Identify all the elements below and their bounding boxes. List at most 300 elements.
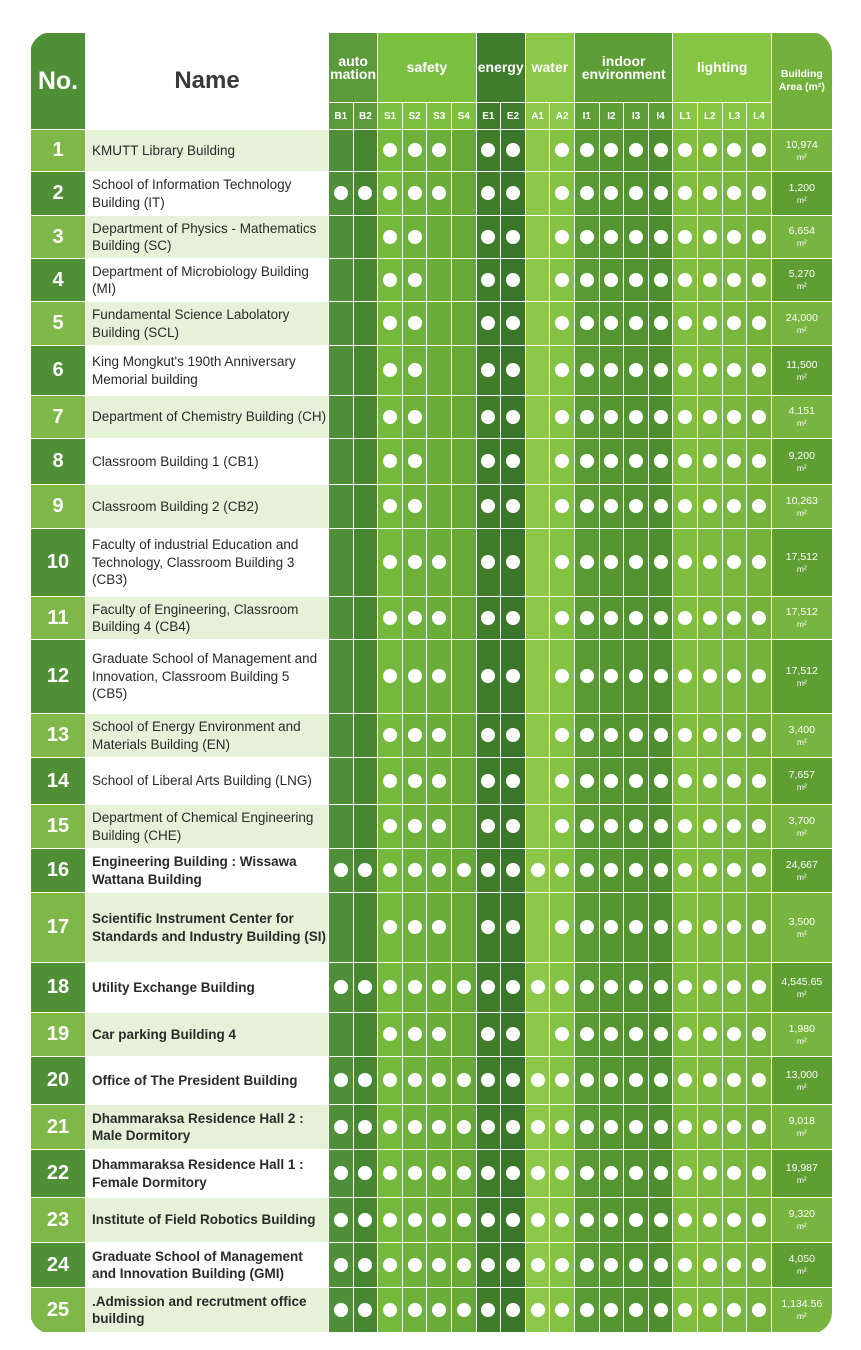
criteria-dot-icon xyxy=(752,363,766,377)
criteria-cell-i3 xyxy=(624,805,649,849)
criteria-cell-e1 xyxy=(476,893,501,963)
criteria-cell-l1 xyxy=(673,1013,698,1057)
criteria-cell-l1 xyxy=(673,485,698,529)
criteria-cell-s4 xyxy=(451,259,476,302)
criteria-cell-s1 xyxy=(378,1243,403,1288)
criteria-dot-icon xyxy=(481,186,495,200)
criteria-cell-s4 xyxy=(451,1057,476,1105)
group-header-energy: energy xyxy=(476,33,525,103)
building-area xyxy=(771,1288,832,1333)
criteria-cell-l3 xyxy=(722,1150,747,1198)
area-unit: m² xyxy=(796,324,807,335)
criteria-cell-b1 xyxy=(329,529,354,597)
criteria-cell-i4 xyxy=(648,346,673,396)
criteria-dot-icon xyxy=(506,819,520,833)
criteria-dot-icon xyxy=(408,980,422,994)
criteria-cell-l3 xyxy=(722,1105,747,1150)
criteria-cell-i4 xyxy=(648,758,673,805)
table-row xyxy=(31,1105,833,1150)
criteria-cell-l2 xyxy=(697,1150,722,1198)
criteria-dot-icon xyxy=(481,611,495,625)
criteria-cell-a2 xyxy=(550,439,575,485)
criteria-cell-a1 xyxy=(525,302,550,346)
criteria-cell-a2 xyxy=(550,1105,575,1150)
column-header-l3: L3 xyxy=(722,103,747,130)
criteria-cell-s4 xyxy=(451,529,476,597)
criteria-cell-l3 xyxy=(722,1198,747,1243)
criteria-cell-l2 xyxy=(697,714,722,758)
group-header-safety: safety xyxy=(378,33,476,103)
area-value: 4,050 xyxy=(788,1253,815,1265)
criteria-dot-icon xyxy=(481,143,495,157)
criteria-cell-s4 xyxy=(451,805,476,849)
criteria-dot-icon xyxy=(629,1258,643,1272)
criteria-dot-icon xyxy=(555,728,569,742)
criteria-dot-icon xyxy=(506,1213,520,1227)
criteria-dot-icon xyxy=(481,669,495,683)
criteria-dot-icon xyxy=(703,1120,717,1134)
criteria-dot-icon xyxy=(555,454,569,468)
area-value: 9,320 xyxy=(788,1208,815,1220)
criteria-dot-icon xyxy=(727,920,741,934)
criteria-dot-icon xyxy=(408,1258,422,1272)
criteria-dot-icon xyxy=(555,819,569,833)
criteria-cell-b1 xyxy=(329,172,354,216)
criteria-dot-icon xyxy=(358,1073,372,1087)
criteria-dot-icon xyxy=(408,669,422,683)
criteria-cell-l4 xyxy=(747,172,772,216)
building-name: Office of The President Building xyxy=(86,1057,329,1105)
criteria-dot-icon xyxy=(678,143,692,157)
criteria-cell-b2 xyxy=(353,1150,378,1198)
criteria-dot-icon xyxy=(752,143,766,157)
criteria-cell-a2 xyxy=(550,758,575,805)
criteria-dot-icon xyxy=(678,1073,692,1087)
criteria-cell-l4 xyxy=(747,216,772,259)
criteria-cell-s4 xyxy=(451,1150,476,1198)
criteria-cell-b1 xyxy=(329,758,354,805)
criteria-dot-icon xyxy=(604,1213,618,1227)
criteria-dot-icon xyxy=(604,1027,618,1041)
criteria-cell-s3 xyxy=(427,963,452,1013)
criteria-dot-icon xyxy=(408,454,422,468)
criteria-cell-i4 xyxy=(648,216,673,259)
area-value: 13,000 xyxy=(785,1068,818,1081)
criteria-cell-l3 xyxy=(722,439,747,485)
criteria-cell-i1 xyxy=(575,805,600,849)
criteria-cell-e1 xyxy=(476,805,501,849)
criteria-dot-icon xyxy=(408,1166,422,1180)
criteria-cell-i3 xyxy=(624,302,649,346)
area-value: 24,667 xyxy=(785,858,818,871)
criteria-dot-icon xyxy=(383,363,397,377)
criteria-cell-i2 xyxy=(599,849,624,893)
criteria-cell-s2 xyxy=(402,963,427,1013)
row-number: 3 xyxy=(31,216,86,259)
criteria-dot-icon xyxy=(629,1027,643,1041)
criteria-cell-i1 xyxy=(575,302,600,346)
criteria-cell-i2 xyxy=(599,302,624,346)
criteria-dot-icon xyxy=(727,143,741,157)
criteria-cell-e1 xyxy=(476,130,501,172)
table-row xyxy=(31,1288,833,1333)
criteria-cell-e1 xyxy=(476,439,501,485)
criteria-dot-icon xyxy=(703,454,717,468)
criteria-cell-e1 xyxy=(476,1057,501,1105)
criteria-dot-icon xyxy=(383,273,397,287)
criteria-dot-icon xyxy=(481,1303,495,1317)
criteria-cell-s4 xyxy=(451,396,476,439)
criteria-dot-icon xyxy=(629,316,643,330)
building-name: Faculty of industrial Education and Technology, Classroom Building 3 (CB3) xyxy=(86,529,329,597)
criteria-dot-icon xyxy=(727,774,741,788)
criteria-dot-icon xyxy=(555,499,569,513)
criteria-cell-b2 xyxy=(353,216,378,259)
criteria-dot-icon xyxy=(432,555,446,569)
row-number: 25 xyxy=(31,1288,86,1333)
criteria-cell-i1 xyxy=(575,529,600,597)
criteria-cell-i3 xyxy=(624,893,649,963)
criteria-cell-l2 xyxy=(697,597,722,640)
area-value: 3,400 xyxy=(788,723,815,736)
criteria-cell-s4 xyxy=(451,1288,476,1333)
criteria-cell-b1 xyxy=(329,216,354,259)
criteria-dot-icon xyxy=(654,454,668,468)
criteria-dot-icon xyxy=(604,363,618,377)
criteria-cell-l1 xyxy=(673,396,698,439)
criteria-cell-a2 xyxy=(550,1243,575,1288)
building-area xyxy=(771,216,832,259)
criteria-dot-icon xyxy=(358,1258,372,1272)
criteria-cell-e1 xyxy=(476,758,501,805)
criteria-cell-b1 xyxy=(329,640,354,714)
criteria-cell-s3 xyxy=(427,130,452,172)
criteria-cell-s2 xyxy=(402,1105,427,1150)
criteria-cell-a2 xyxy=(550,216,575,259)
criteria-dot-icon xyxy=(481,920,495,934)
criteria-cell-i4 xyxy=(648,130,673,172)
building-area xyxy=(771,130,832,172)
criteria-cell-l4 xyxy=(747,963,772,1013)
criteria-cell-s2 xyxy=(402,172,427,216)
area-value: 1,980 xyxy=(788,1022,815,1035)
criteria-dot-icon xyxy=(555,555,569,569)
criteria-dot-icon xyxy=(580,230,594,244)
criteria-cell-i3 xyxy=(624,216,649,259)
criteria-cell-e2 xyxy=(501,640,526,714)
criteria-dot-icon xyxy=(580,774,594,788)
criteria-dot-icon xyxy=(408,410,422,424)
criteria-cell-i4 xyxy=(648,529,673,597)
criteria-cell-i3 xyxy=(624,346,649,396)
criteria-dot-icon xyxy=(555,1027,569,1041)
criteria-cell-a1 xyxy=(525,597,550,640)
criteria-dot-icon xyxy=(408,728,422,742)
criteria-cell-l1 xyxy=(673,1198,698,1243)
criteria-dot-icon xyxy=(506,1027,520,1041)
criteria-cell-i4 xyxy=(648,597,673,640)
criteria-dot-icon xyxy=(457,1166,471,1180)
row-number: 22 xyxy=(31,1150,86,1198)
criteria-dot-icon xyxy=(629,273,643,287)
criteria-dot-icon xyxy=(481,230,495,244)
criteria-cell-b1 xyxy=(329,1243,354,1288)
building-name: Utility Exchange Building xyxy=(86,963,329,1013)
criteria-dot-icon xyxy=(580,863,594,877)
column-header-e2: E2 xyxy=(501,103,526,130)
criteria-dot-icon xyxy=(654,920,668,934)
criteria-dot-icon xyxy=(604,728,618,742)
criteria-dot-icon xyxy=(703,273,717,287)
criteria-dot-icon xyxy=(531,1213,545,1227)
criteria-dot-icon xyxy=(629,920,643,934)
criteria-cell-i4 xyxy=(648,302,673,346)
criteria-dot-icon xyxy=(506,143,520,157)
criteria-cell-e2 xyxy=(501,529,526,597)
criteria-cell-s3 xyxy=(427,485,452,529)
criteria-cell-b1 xyxy=(329,1198,354,1243)
criteria-dot-icon xyxy=(752,1027,766,1041)
criteria-dot-icon xyxy=(703,774,717,788)
criteria-dot-icon xyxy=(383,669,397,683)
criteria-cell-s3 xyxy=(427,1288,452,1333)
criteria-cell-i3 xyxy=(624,1150,649,1198)
criteria-dot-icon xyxy=(383,1166,397,1180)
criteria-dot-icon xyxy=(580,143,594,157)
criteria-cell-b1 xyxy=(329,714,354,758)
criteria-dot-icon xyxy=(703,410,717,424)
criteria-cell-b2 xyxy=(353,1057,378,1105)
criteria-cell-i3 xyxy=(624,1198,649,1243)
criteria-cell-b1 xyxy=(329,259,354,302)
criteria-cell-a1 xyxy=(525,893,550,963)
criteria-cell-s2 xyxy=(402,805,427,849)
criteria-dot-icon xyxy=(555,186,569,200)
criteria-cell-e2 xyxy=(501,216,526,259)
criteria-cell-i3 xyxy=(624,1013,649,1057)
criteria-cell-i2 xyxy=(599,439,624,485)
criteria-cell-e1 xyxy=(476,302,501,346)
criteria-dot-icon xyxy=(752,774,766,788)
criteria-dot-icon xyxy=(604,1258,618,1272)
criteria-cell-l2 xyxy=(697,216,722,259)
criteria-cell-b1 xyxy=(329,597,354,640)
criteria-dot-icon xyxy=(506,273,520,287)
criteria-dot-icon xyxy=(678,669,692,683)
area-value: 1,200 xyxy=(788,181,815,194)
criteria-dot-icon xyxy=(654,774,668,788)
row-number: 13 xyxy=(31,714,86,758)
criteria-dot-icon xyxy=(752,186,766,200)
row-number: 23 xyxy=(31,1198,86,1243)
criteria-dot-icon xyxy=(383,1027,397,1041)
criteria-cell-b2 xyxy=(353,1243,378,1288)
criteria-cell-i3 xyxy=(624,485,649,529)
criteria-dot-icon xyxy=(752,920,766,934)
criteria-dot-icon xyxy=(506,1303,520,1317)
criteria-dot-icon xyxy=(457,1303,471,1317)
row-number: 24 xyxy=(31,1243,86,1288)
criteria-dot-icon xyxy=(654,1027,668,1041)
criteria-dot-icon xyxy=(580,316,594,330)
criteria-cell-i2 xyxy=(599,216,624,259)
criteria-dot-icon xyxy=(481,1166,495,1180)
criteria-dot-icon xyxy=(703,316,717,330)
criteria-cell-e1 xyxy=(476,963,501,1013)
criteria-dot-icon xyxy=(383,555,397,569)
criteria-cell-i2 xyxy=(599,172,624,216)
criteria-cell-e1 xyxy=(476,485,501,529)
criteria-dot-icon xyxy=(555,230,569,244)
criteria-cell-l1 xyxy=(673,963,698,1013)
building-area xyxy=(771,396,832,439)
criteria-dot-icon xyxy=(432,728,446,742)
criteria-dot-icon xyxy=(383,774,397,788)
criteria-cell-l3 xyxy=(722,1288,747,1333)
criteria-dot-icon xyxy=(506,363,520,377)
criteria-dot-icon xyxy=(752,669,766,683)
criteria-dot-icon xyxy=(432,1120,446,1134)
criteria-dot-icon xyxy=(703,1166,717,1180)
criteria-dot-icon xyxy=(580,611,594,625)
criteria-dot-icon xyxy=(457,980,471,994)
name-header: Name xyxy=(86,33,329,130)
criteria-cell-b1 xyxy=(329,439,354,485)
criteria-dot-icon xyxy=(481,1258,495,1272)
criteria-cell-e2 xyxy=(501,1105,526,1150)
criteria-cell-i1 xyxy=(575,216,600,259)
criteria-dot-icon xyxy=(531,1073,545,1087)
criteria-dot-icon xyxy=(703,143,717,157)
criteria-cell-l3 xyxy=(722,758,747,805)
criteria-cell-s1 xyxy=(378,485,403,529)
row-number: 7 xyxy=(31,396,86,439)
criteria-dot-icon xyxy=(531,980,545,994)
criteria-dot-icon xyxy=(703,186,717,200)
criteria-cell-l3 xyxy=(722,805,747,849)
criteria-dot-icon xyxy=(334,1073,348,1087)
criteria-dot-icon xyxy=(334,1303,348,1317)
area-value: 17,512 xyxy=(785,550,818,563)
criteria-cell-s4 xyxy=(451,216,476,259)
criteria-dot-icon xyxy=(481,1073,495,1087)
criteria-cell-i1 xyxy=(575,849,600,893)
criteria-dot-icon xyxy=(678,186,692,200)
row-number: 21 xyxy=(31,1105,86,1150)
criteria-dot-icon xyxy=(432,1027,446,1041)
criteria-cell-l2 xyxy=(697,1013,722,1057)
criteria-dot-icon xyxy=(703,363,717,377)
criteria-cell-i4 xyxy=(648,714,673,758)
area-unit: m² xyxy=(796,871,807,882)
area-value: 3,500 xyxy=(788,915,815,928)
criteria-cell-e2 xyxy=(501,346,526,396)
criteria-dot-icon xyxy=(531,1258,545,1272)
criteria-dot-icon xyxy=(383,1303,397,1317)
criteria-cell-l1 xyxy=(673,597,698,640)
criteria-cell-l3 xyxy=(722,346,747,396)
criteria-dot-icon xyxy=(752,273,766,287)
area-unit: m² xyxy=(796,619,807,629)
criteria-cell-l3 xyxy=(722,1013,747,1057)
criteria-cell-e1 xyxy=(476,1105,501,1150)
criteria-dot-icon xyxy=(334,863,348,877)
table-row xyxy=(31,130,833,172)
criteria-dot-icon xyxy=(727,1027,741,1041)
criteria-cell-i4 xyxy=(648,1198,673,1243)
criteria-cell-l2 xyxy=(697,485,722,529)
criteria-dot-icon xyxy=(481,363,495,377)
criteria-dot-icon xyxy=(408,143,422,157)
criteria-cell-e1 xyxy=(476,396,501,439)
criteria-cell-l1 xyxy=(673,640,698,714)
row-number: 1 xyxy=(31,130,86,172)
criteria-dot-icon xyxy=(604,1166,618,1180)
criteria-cell-a1 xyxy=(525,439,550,485)
row-number: 18 xyxy=(31,963,86,1013)
criteria-dot-icon xyxy=(432,1166,446,1180)
criteria-cell-s2 xyxy=(402,1013,427,1057)
table-row xyxy=(31,805,833,849)
group-header-water: water xyxy=(525,33,574,103)
criteria-cell-s2 xyxy=(402,1057,427,1105)
criteria-dot-icon xyxy=(727,1303,741,1317)
criteria-cell-e1 xyxy=(476,172,501,216)
criteria-cell-l4 xyxy=(747,714,772,758)
criteria-dot-icon xyxy=(629,410,643,424)
criteria-dot-icon xyxy=(678,454,692,468)
building-name: Graduate School of Management and Innovation, Classroom Building 5 (CB5) xyxy=(86,640,329,714)
criteria-cell-i2 xyxy=(599,1243,624,1288)
criteria-dot-icon xyxy=(408,1303,422,1317)
criteria-cell-b2 xyxy=(353,849,378,893)
criteria-dot-icon xyxy=(506,1073,520,1087)
criteria-dot-icon xyxy=(727,863,741,877)
criteria-cell-b2 xyxy=(353,439,378,485)
criteria-cell-s1 xyxy=(378,849,403,893)
criteria-dot-icon xyxy=(629,669,643,683)
criteria-dot-icon xyxy=(481,728,495,742)
criteria-dot-icon xyxy=(752,410,766,424)
table-row xyxy=(31,714,833,758)
criteria-dot-icon xyxy=(408,774,422,788)
criteria-cell-l4 xyxy=(747,302,772,346)
criteria-cell-i2 xyxy=(599,1013,624,1057)
criteria-cell-l4 xyxy=(747,1243,772,1288)
column-header-i2: I2 xyxy=(599,103,624,130)
criteria-cell-s4 xyxy=(451,302,476,346)
criteria-dot-icon xyxy=(678,1213,692,1227)
criteria-cell-l2 xyxy=(697,172,722,216)
criteria-cell-i4 xyxy=(648,1105,673,1150)
criteria-cell-i1 xyxy=(575,758,600,805)
area-value: 4,545.65 xyxy=(781,975,823,988)
criteria-dot-icon xyxy=(604,143,618,157)
criteria-cell-i2 xyxy=(599,805,624,849)
area-value: 11,500 xyxy=(786,358,818,371)
area-value: 10,263 xyxy=(785,494,818,507)
criteria-cell-a2 xyxy=(550,963,575,1013)
row-number: 6 xyxy=(31,346,86,396)
criteria-cell-i1 xyxy=(575,1057,600,1105)
area-unit: m² xyxy=(796,194,807,205)
criteria-cell-a1 xyxy=(525,1243,550,1288)
criteria-cell-i3 xyxy=(624,1288,649,1333)
criteria-cell-i1 xyxy=(575,439,600,485)
criteria-dot-icon xyxy=(629,454,643,468)
criteria-cell-l4 xyxy=(747,1057,772,1105)
criteria-cell-i3 xyxy=(624,714,649,758)
